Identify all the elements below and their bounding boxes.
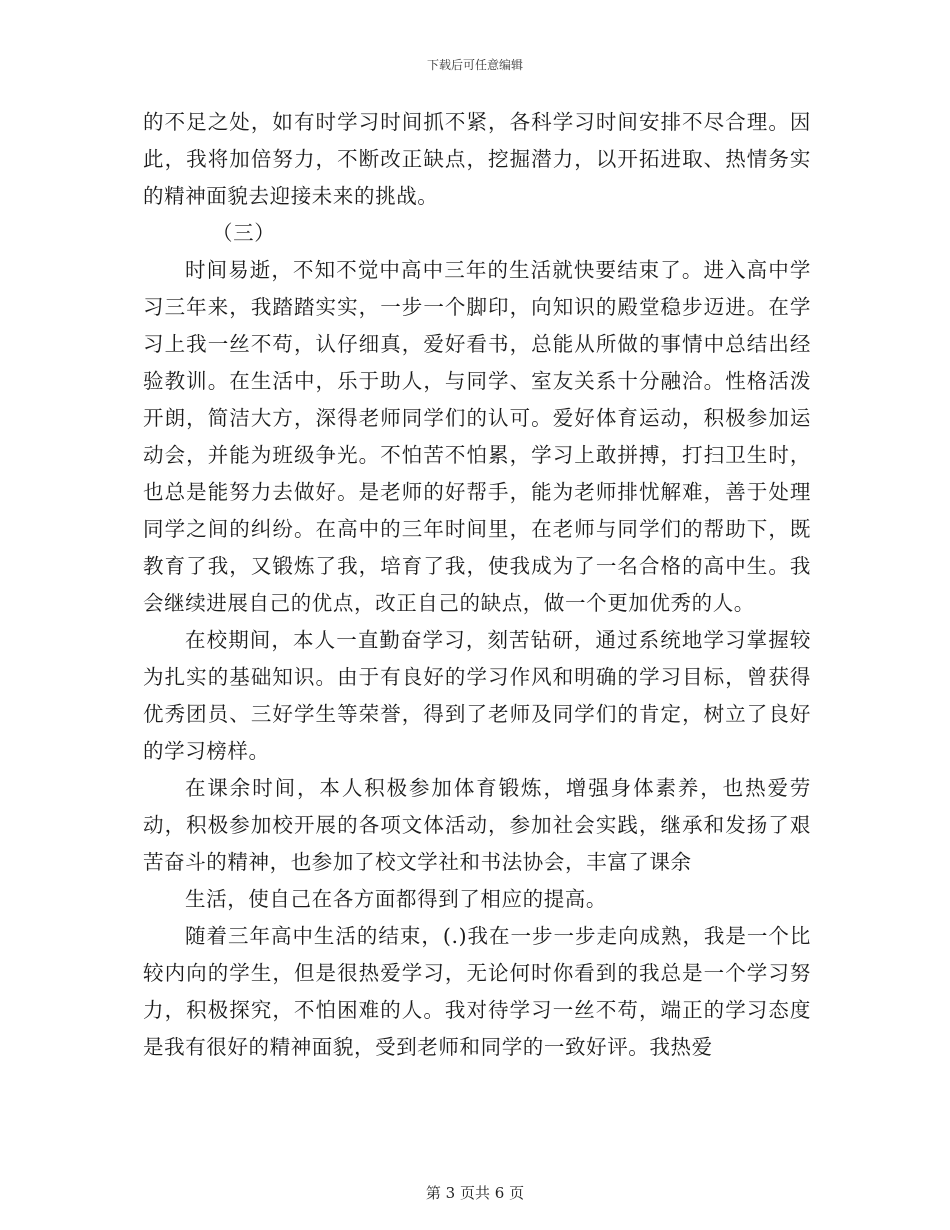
paragraph-continuation: 的不足之处，如有时学习时间抓不紧，各科学习时间安排不尽合理。因此，我将加倍努力，不断改正缺点，挖掘潜力，以开拓进取、热情务实的精神面貌去迎接未来的挑战。 (143, 110, 811, 208)
paragraph: 在校期间，本人一直勤奋学习，刻苦钻研，通过系统地学习掌握较为扎实的基础知识。由于有良好的学习作风和明确的学习目标，曾获得优秀团员、三好学生等荣誉，得到了老师及同学们的肯定，树立了良好的学习榜样。 (143, 628, 811, 763)
paragraph: 在课余时间，本人积极参加体育锻炼，增强身体素养，也热爱劳动，积极参加校开展的各项文体活动，参加社会实践，继承和发扬了艰苦奋斗的精神，也参加了校文学社和书法协会，丰富了课余 (143, 776, 811, 874)
header-note: 下载后可任意编辑 (426, 58, 523, 72)
page-number: 第 3 页共 6 页 (425, 1184, 525, 1202)
paragraph: 随着三年高中生活的结束，(.)我在一步一步走向成熟，我是一个比较内向的学生，但是很热爱学习，无论何时你看到的我总是一个学习努力，积极探究，不怕困难的人。我对待学习一丝不苟，端正的学习态度是我有很好的精神面貌，受到老师和同学的一致好评。我热爱 (143, 924, 811, 1059)
paragraph: 时间易逝，不知不觉中高中三年的生活就快要结束了。进入高中学习三年来，我踏踏实实，一步一个脚印，向知识的殿堂稳步迈进。在学习上我一丝不苟，认仔细真，爱好看书，总能从所做的事情中总结出经验教训。在生活中，乐于助人，与同学、室友关系十分融洽。性格活泼开朗，简洁大方，深得老师同学们的认可。爱好体育运动，积极参加运动会，并能为班级争光。不怕苦不怕累，学习上敢拼搏，打扫卫生时，也总是能努力去做好。是老师的好帮手，能为老师排忧解难，善于处理同学之间的纠纷。在高中的三年时间里，在老师与同学们的帮助下，既教育了我，又锻炼了我，培育了我，使我成为了一名合格的高中生。我会继续进展自己的优点，改正自己的缺点，做一个更加优秀的人。 (143, 258, 811, 615)
document-body (143, 104, 811, 1066)
section-heading: （三） (212, 221, 276, 245)
paragraph: 生活，使自己在各方面都得到了相应的提高。 (185, 887, 607, 911)
